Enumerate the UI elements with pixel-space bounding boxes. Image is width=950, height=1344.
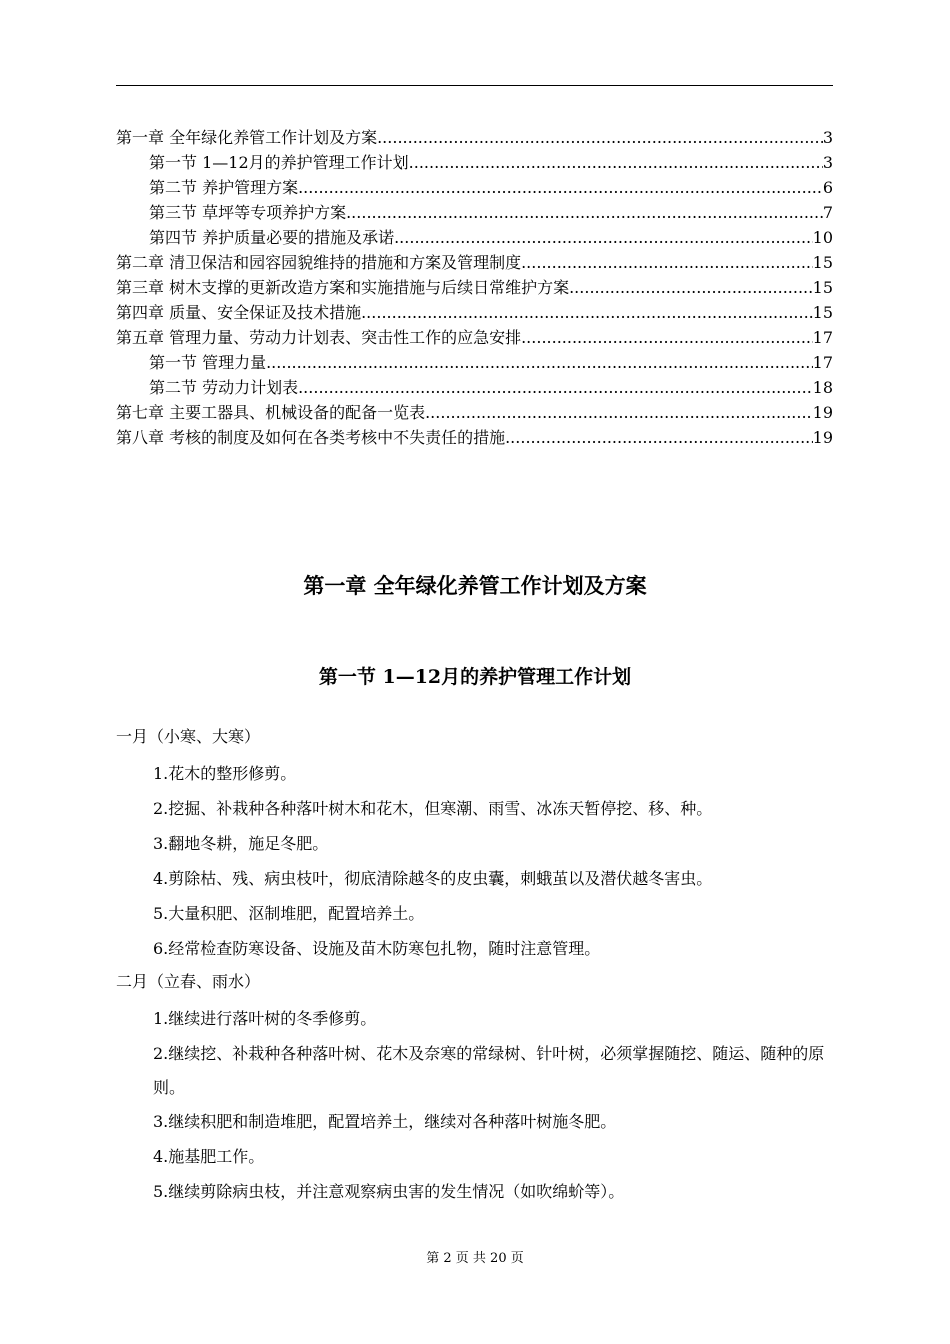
toc-entry-label: 第三章 树木支撑的更新改造方案和实施措施与后续日常维护方案 — [116, 278, 570, 297]
toc-entry[interactable] — [116, 350, 833, 375]
toc-entry-label: 第一章 全年绿化养管工作计划及方案 — [116, 128, 378, 147]
toc-entry-page: 17 — [812, 328, 833, 347]
toc-entry-page: 15 — [812, 278, 833, 297]
task-item: 5.大量积肥、沤制堆肥，配置培养土。 — [153, 904, 425, 923]
toc-entry-page: 3 — [822, 128, 833, 147]
toc-entry[interactable] — [116, 375, 833, 400]
toc-entry-label: 第一节 管理力量 — [149, 353, 267, 372]
task-item: 2.挖掘、补栽种各种落叶树木和花木，但寒潮、雨雪、冰冻天暂停挖、移、种。 — [153, 799, 713, 818]
toc-entry-page: 15 — [812, 303, 833, 322]
toc-entry-label: 第七章 主要工器具、机械设备的配备一览表 — [116, 403, 426, 422]
toc-dot-leader — [361, 300, 813, 325]
month-heading: 二月（立春、雨水） — [116, 972, 261, 991]
task-item: 4.施基肥工作。 — [153, 1147, 265, 1166]
toc-entry[interactable] — [116, 175, 833, 200]
chapter-title: 第一章 全年绿化养管工作计划及方案 — [303, 573, 647, 598]
toc-dot-leader — [505, 425, 813, 450]
task-item: 2.继续挖、补栽种各种落叶树、花木及奈寒的常绿树、针叶树，必须掌握随挖、随运、随种的原则。 — [153, 1044, 825, 1097]
toc-entry-label: 第二章 清卫保洁和园容园貌维持的措施和方案及管理制度 — [116, 253, 522, 272]
toc-dot-leader — [298, 175, 823, 200]
page-footer: 第 2 页 共 20 页 — [426, 1251, 524, 1266]
header-rule — [116, 85, 833, 86]
toc-entry-page: 7 — [822, 203, 833, 222]
toc-dot-leader — [521, 325, 813, 350]
toc-entry[interactable] — [116, 125, 833, 150]
toc-entry-label: 第八章 考核的制度及如何在各类考核中不失责任的措施 — [116, 428, 506, 447]
toc-entry-page: 10 — [812, 228, 833, 247]
toc-dot-leader — [521, 250, 813, 275]
toc-entry-label: 第二节 劳动力计划表 — [149, 378, 299, 397]
task-item: 5.继续剪除病虫枝，并注意观察病虫害的发生情况（如吹绵蚧等）。 — [153, 1182, 625, 1201]
toc-entry-page: 19 — [812, 403, 833, 422]
task-item: 3.翻地冬耕，施足冬肥。 — [153, 834, 329, 853]
task-item: 6.经常检查防寒设备、设施及苗木防寒包扎物，随时注意管理。 — [153, 939, 601, 958]
toc-dot-leader — [346, 200, 823, 225]
task-item: 1.花木的整形修剪。 — [153, 764, 297, 783]
toc-dot-leader — [298, 375, 813, 400]
toc-dot-leader — [569, 275, 813, 300]
toc-entry[interactable] — [116, 400, 833, 425]
toc-entry[interactable] — [116, 300, 833, 325]
task-item: 3.继续积肥和制造堆肥，配置培养土，继续对各种落叶树施冬肥。 — [153, 1112, 617, 1131]
toc-entry-label: 第四节 养护质量必要的措施及承诺 — [149, 228, 395, 247]
toc-entry-label: 第四章 质量、安全保证及技术措施 — [116, 303, 362, 322]
toc-entry[interactable] — [116, 150, 833, 175]
toc-entry[interactable] — [116, 325, 833, 350]
toc-dot-leader — [394, 225, 813, 250]
toc-entry[interactable] — [116, 275, 833, 300]
toc-dot-leader — [266, 350, 813, 375]
toc-entry-page: 6 — [822, 178, 833, 197]
toc-entry-page: 19 — [812, 428, 833, 447]
toc-entry-page: 3 — [822, 153, 833, 172]
toc-entry[interactable] — [116, 425, 833, 450]
table-of-contents — [116, 125, 833, 450]
toc-entry[interactable] — [116, 225, 833, 250]
task-item: 1.继续进行落叶树的冬季修剪。 — [153, 1009, 377, 1028]
toc-entry[interactable] — [116, 200, 833, 225]
toc-entry-page: 17 — [812, 353, 833, 372]
month-heading: 一月（小寒、大寒） — [116, 727, 261, 746]
toc-dot-leader — [409, 150, 823, 175]
toc-entry-page: 18 — [812, 378, 833, 397]
toc-entry-label: 第五章 管理力量、劳动力计划表、突击性工作的应急安排 — [116, 328, 522, 347]
toc-entry-label: 第二节 养护管理方案 — [149, 178, 299, 197]
toc-entry-label: 第一节 1—12月的养护管理工作计划 — [149, 153, 409, 172]
toc-dot-leader — [425, 400, 813, 425]
toc-entry-page: 15 — [812, 253, 833, 272]
section-title: 第一节 1—12月的养护管理工作计划 — [318, 666, 632, 688]
toc-dot-leader — [377, 125, 823, 150]
toc-entry-label: 第三节 草坪等专项养护方案 — [149, 203, 347, 222]
task-item: 4.剪除枯、残、病虫枝叶，彻底清除越冬的皮虫囊，刺蛾茧以及潜伏越冬害虫。 — [153, 869, 713, 888]
toc-entry[interactable] — [116, 250, 833, 275]
document-body — [116, 722, 836, 1210]
